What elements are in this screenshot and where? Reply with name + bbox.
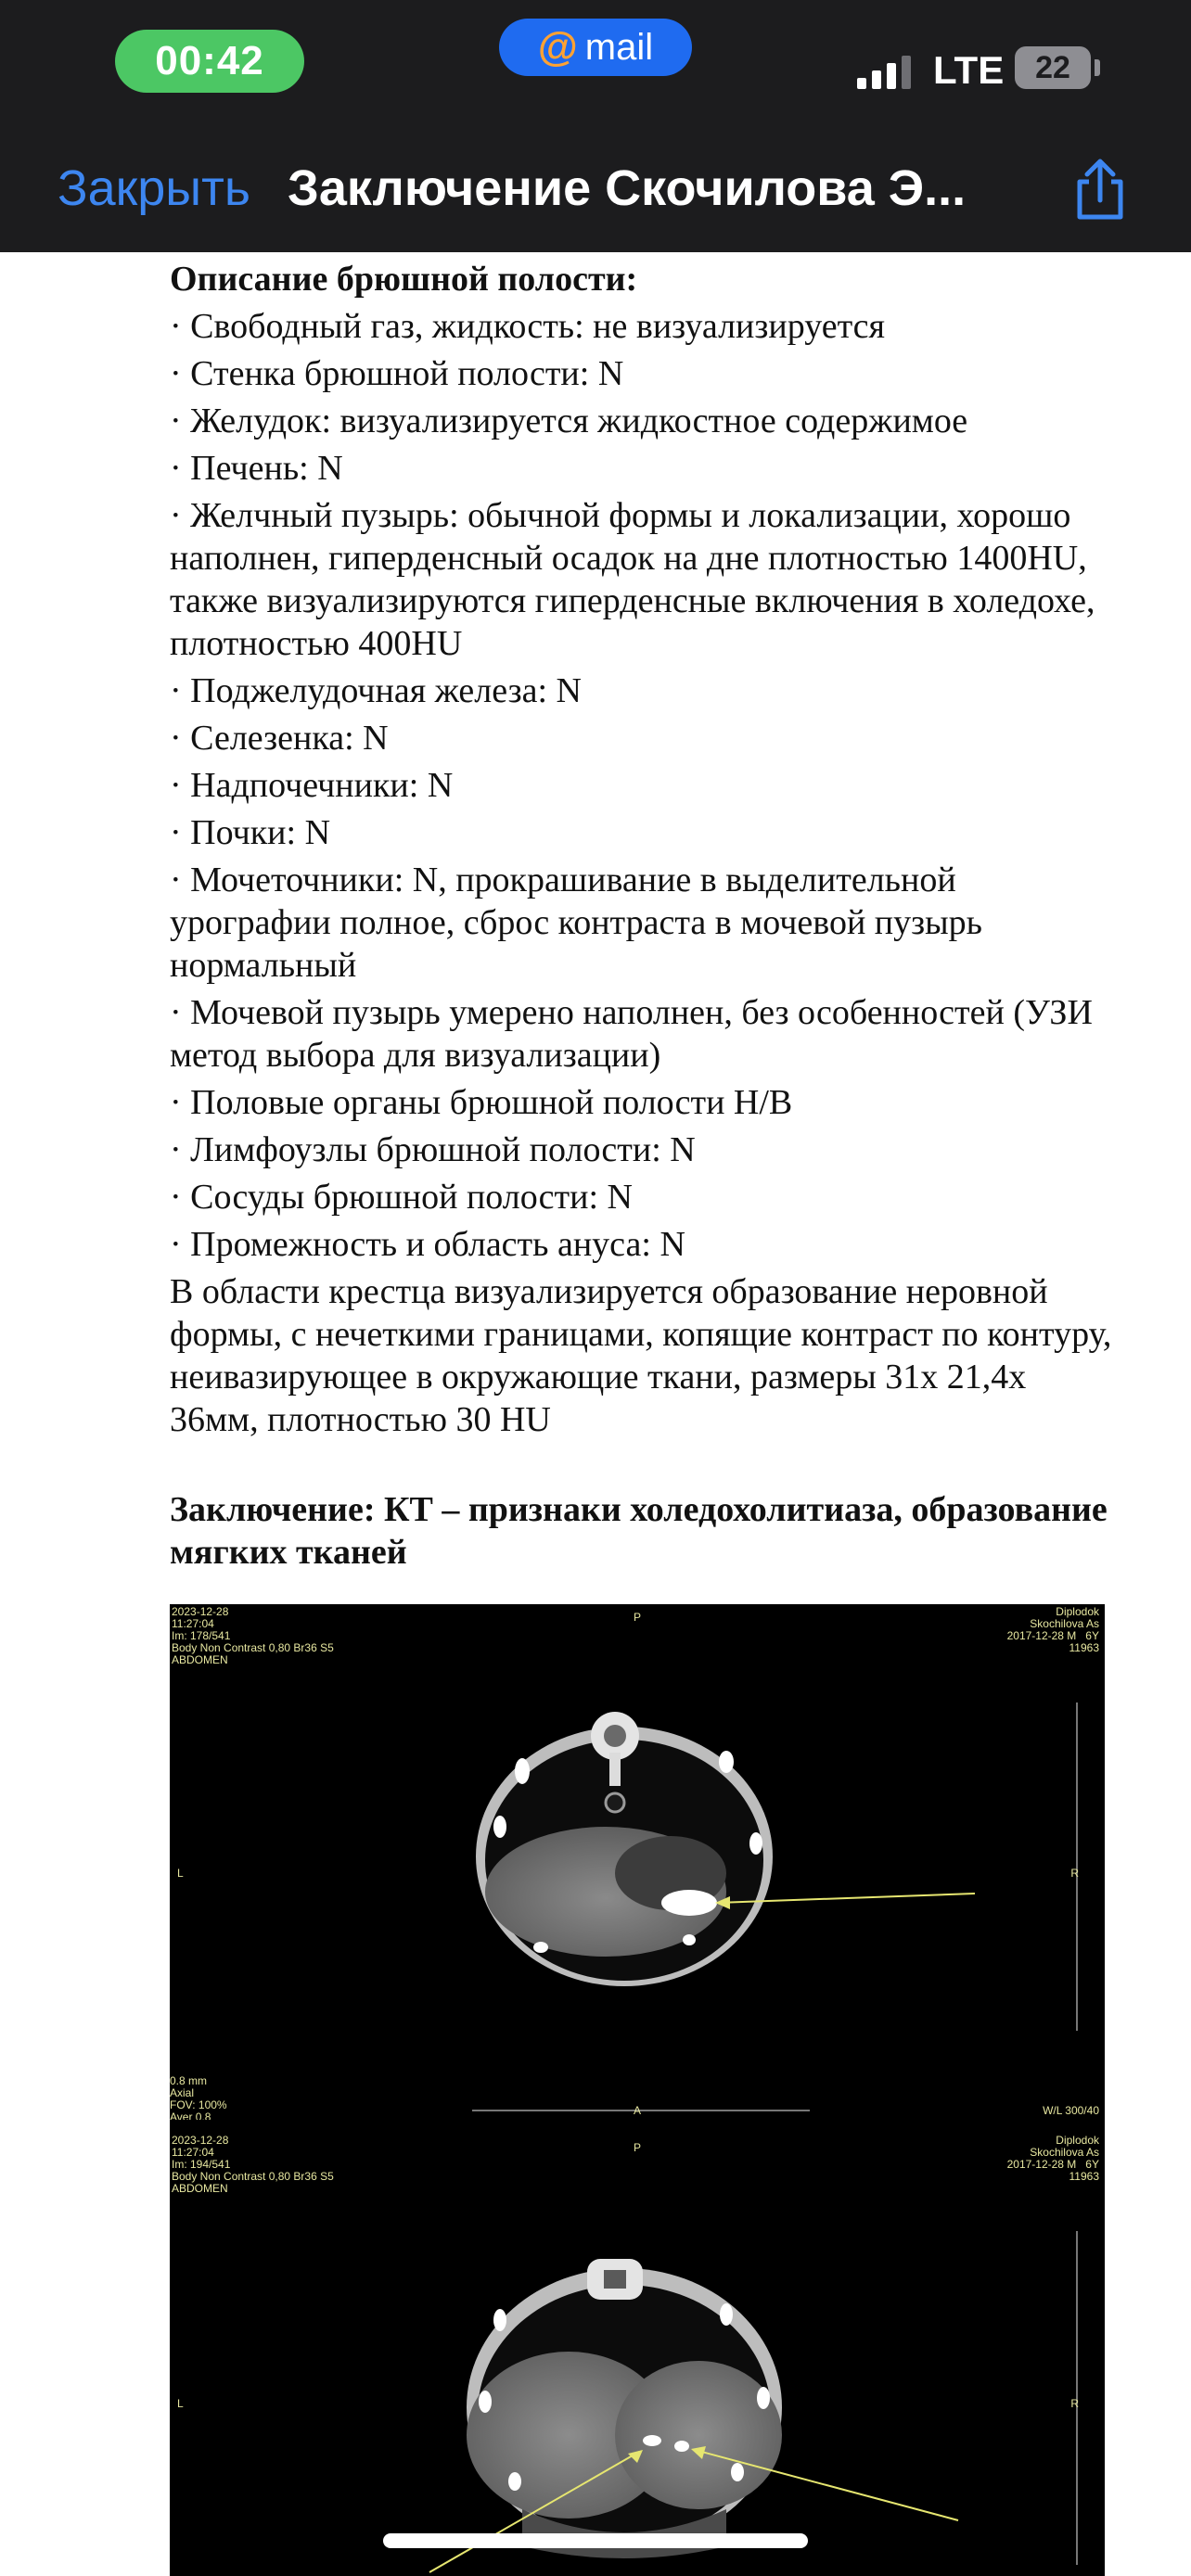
ct-overlay-bottom-right: W/L 300/40 xyxy=(1043,2104,1099,2117)
list-item: · Желудок: визуализируется жидкостное содержимое xyxy=(170,402,968,440)
ct-overlay-bottom-left: 0.8 mm Axial FOV: 100% Aver 0.8 xyxy=(170,2074,227,2120)
list-item: · Селезенка: N xyxy=(170,719,389,758)
network-type: LTE xyxy=(933,48,1005,92)
list-item: · Мочевой пузырь умерено наполнен, без особенностей (УЗИ метод выбора для визуализации) xyxy=(170,993,1093,1075)
status-time: 00:42 xyxy=(115,30,304,93)
ct-overlay-top-right: Diplodok Skochilova As 2017-12-28 M 6Y 11963 xyxy=(1006,1605,1099,1654)
conclusion-text: Заключение: КТ – признаки холедохолитиаза, образование мягких тканей xyxy=(170,1490,1108,1572)
top-bar xyxy=(0,0,1191,252)
close-button[interactable]: Закрыть xyxy=(58,160,250,216)
mail-app-pill[interactable] xyxy=(499,19,692,76)
ct-orientation-top: P xyxy=(634,1611,642,1624)
ct-orientation-left: L xyxy=(177,1867,184,1880)
battery-tip xyxy=(1095,59,1100,76)
list-item: · Промежность и область ануса: N xyxy=(170,1225,685,1264)
list-item: · Поджелудочная железа: N xyxy=(170,671,582,710)
list-item: · Свободный газ, жидкость: не визуализируется xyxy=(170,307,886,346)
ct-overlay-top-right: Diplodok Skochilova As 2017-12-28 M 6Y 11963 xyxy=(1006,2134,1099,2183)
list-item: · Надпочечники: N xyxy=(170,766,454,805)
mail-app-label: mail xyxy=(584,26,654,68)
list-item: · Сосуды брюшной полости: N xyxy=(170,1178,633,1217)
finding-paragraph: В области крестца визуализируется образование неровной формы, с нечеткими границами, копящие контраст по контуру, неивазирующее в окружающие ткани, размеры 31х 21,4х 36мм, плотностью 30 HU xyxy=(170,1272,1112,1439)
list-item: · Желчный пузырь: обычной формы и локализации, хорошо наполнен, гиперденсный осадок на дне плотностью 1400HU, также визуализируются гиперденсные включения в холедохе, плотностью 400HU xyxy=(170,496,1095,663)
ct-scan-image-2[interactable] xyxy=(170,2120,1105,2576)
ct-scan-drawing-1 xyxy=(170,1604,1105,2120)
cellular-signal-icon xyxy=(857,52,911,89)
list-item: · Лимфоузлы брюшной полости: N xyxy=(170,1130,696,1169)
list-item: · Почки: N xyxy=(170,813,331,852)
mail-at-icon: @ xyxy=(537,24,578,70)
list-item: · Мочеточники: N, прокрашивание в выделительной урографии полное, сброс контраста в мочевой пузырь нормальный xyxy=(170,861,983,985)
ct-orientation-bottom: A xyxy=(634,2104,642,2117)
ct-orientation-top: P xyxy=(634,2141,642,2154)
page-title: Заключение Скочилова Э... xyxy=(288,160,967,216)
battery-icon: 22 xyxy=(1015,46,1091,89)
report-document xyxy=(170,258,1116,1578)
ct-orientation-right: R xyxy=(1070,1867,1079,1880)
list-item: · Стенка брюшной полости: N xyxy=(170,354,624,393)
ct-orientation-right: R xyxy=(1070,2397,1079,2410)
list-item: · Половые органы брюшной полости Н/В xyxy=(170,1083,793,1122)
home-indicator[interactable] xyxy=(383,2533,808,2548)
share-icon[interactable] xyxy=(1067,156,1133,223)
section-heading: Описание брюшной полости: xyxy=(170,260,638,299)
ct-overlay-top-left: 2023-12-28 11:27:04 Im: 178/541 Body Non Contrast 0,80 Br36 S5 ABDOMEN xyxy=(172,1605,334,1666)
paragraph-gap xyxy=(170,1446,1116,1488)
ct-overlay-top-left: 2023-12-28 11:27:04 Im: 194/541 Body Non Contrast 0,80 Br36 S5 ABDOMEN xyxy=(172,2134,334,2195)
list-item: · Печень: N xyxy=(170,449,343,488)
ct-scan-image-1[interactable] xyxy=(170,1604,1105,2120)
ct-orientation-left: L xyxy=(177,2397,184,2410)
